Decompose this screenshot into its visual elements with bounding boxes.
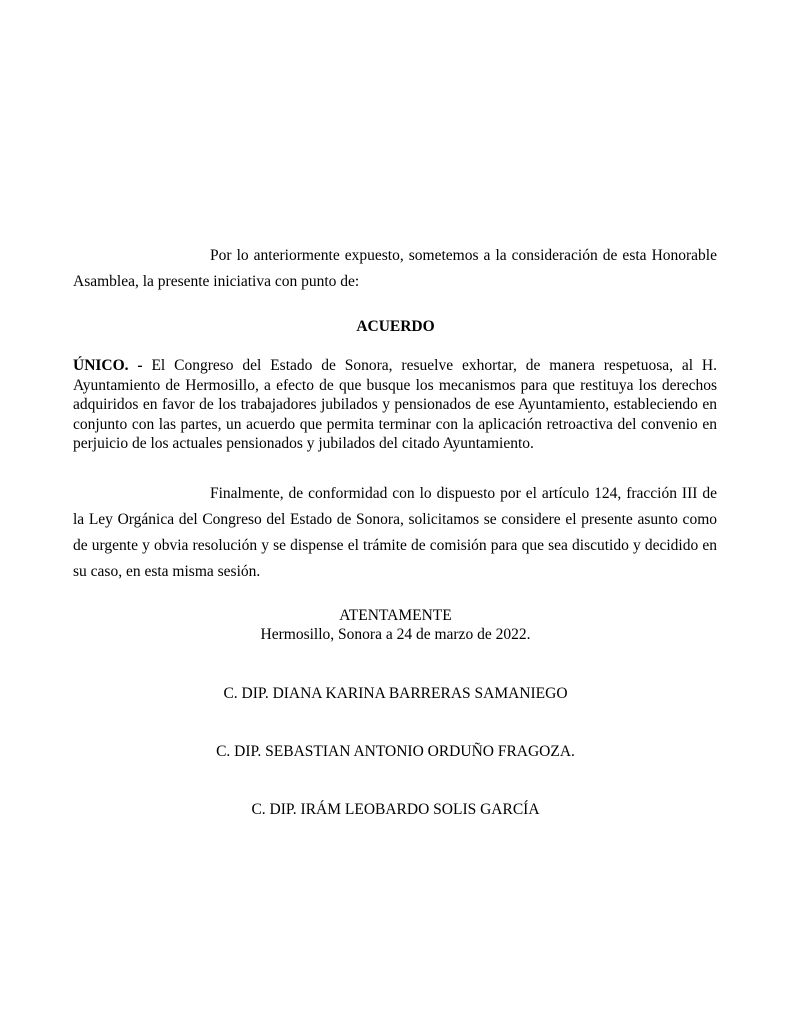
signatory-1: C. DIP. DIANA KARINA BARRERAS SAMANIEGO <box>223 685 568 702</box>
intro-paragraph: Por lo anteriormente expuesto, sometemos a la consideración de esta Honorable Asamblea, la presente iniciativa con punto de: <box>73 247 717 290</box>
agreement-heading: ACUERDO <box>356 318 435 335</box>
signatory-3: C. DIP. IRÁM LEOBARDO SOLIS GARCÍA <box>251 801 540 818</box>
signatory-2: C. DIP. SEBASTIAN ANTONIO ORDUÑO FRAGOZA. <box>216 743 575 760</box>
place-date: Hermosillo, Sonora a 24 de marzo de 2022. <box>260 626 531 643</box>
unico-paragraph <box>73 356 717 454</box>
unico-text: El Congreso del Estado de Sonora, resuelve exhortar, de manera respetuosa, al H. Ayuntamiento de Hermosillo, a efecto de que busque los mecanismos para que restituya los derechos adquiridos en favor de los trabajadores jubilados y pensionados de ese Ayuntamiento, estableciendo en conjunto con las partes, un acuerdo que permita terminar con la aplicación retroactiva del convenio en perjuicio de los actuales pensionados y jubilados del citado Ayuntamiento. <box>73 357 717 452</box>
unico-label: ÚNICO. - <box>73 357 143 374</box>
final-paragraph: Finalmente, de conformidad con lo dispuesto por el artículo 124, fracción III de la Ley Orgánica del Congreso del Estado de Sonora, solicitamos se considere el presente asunto como de urgente y obvia resolución y se dispense el trámite de comisión para que sea discutido y decidido en su caso, en esta misma sesión. <box>73 485 717 580</box>
closing-text: ATENTAMENTE <box>339 607 452 624</box>
